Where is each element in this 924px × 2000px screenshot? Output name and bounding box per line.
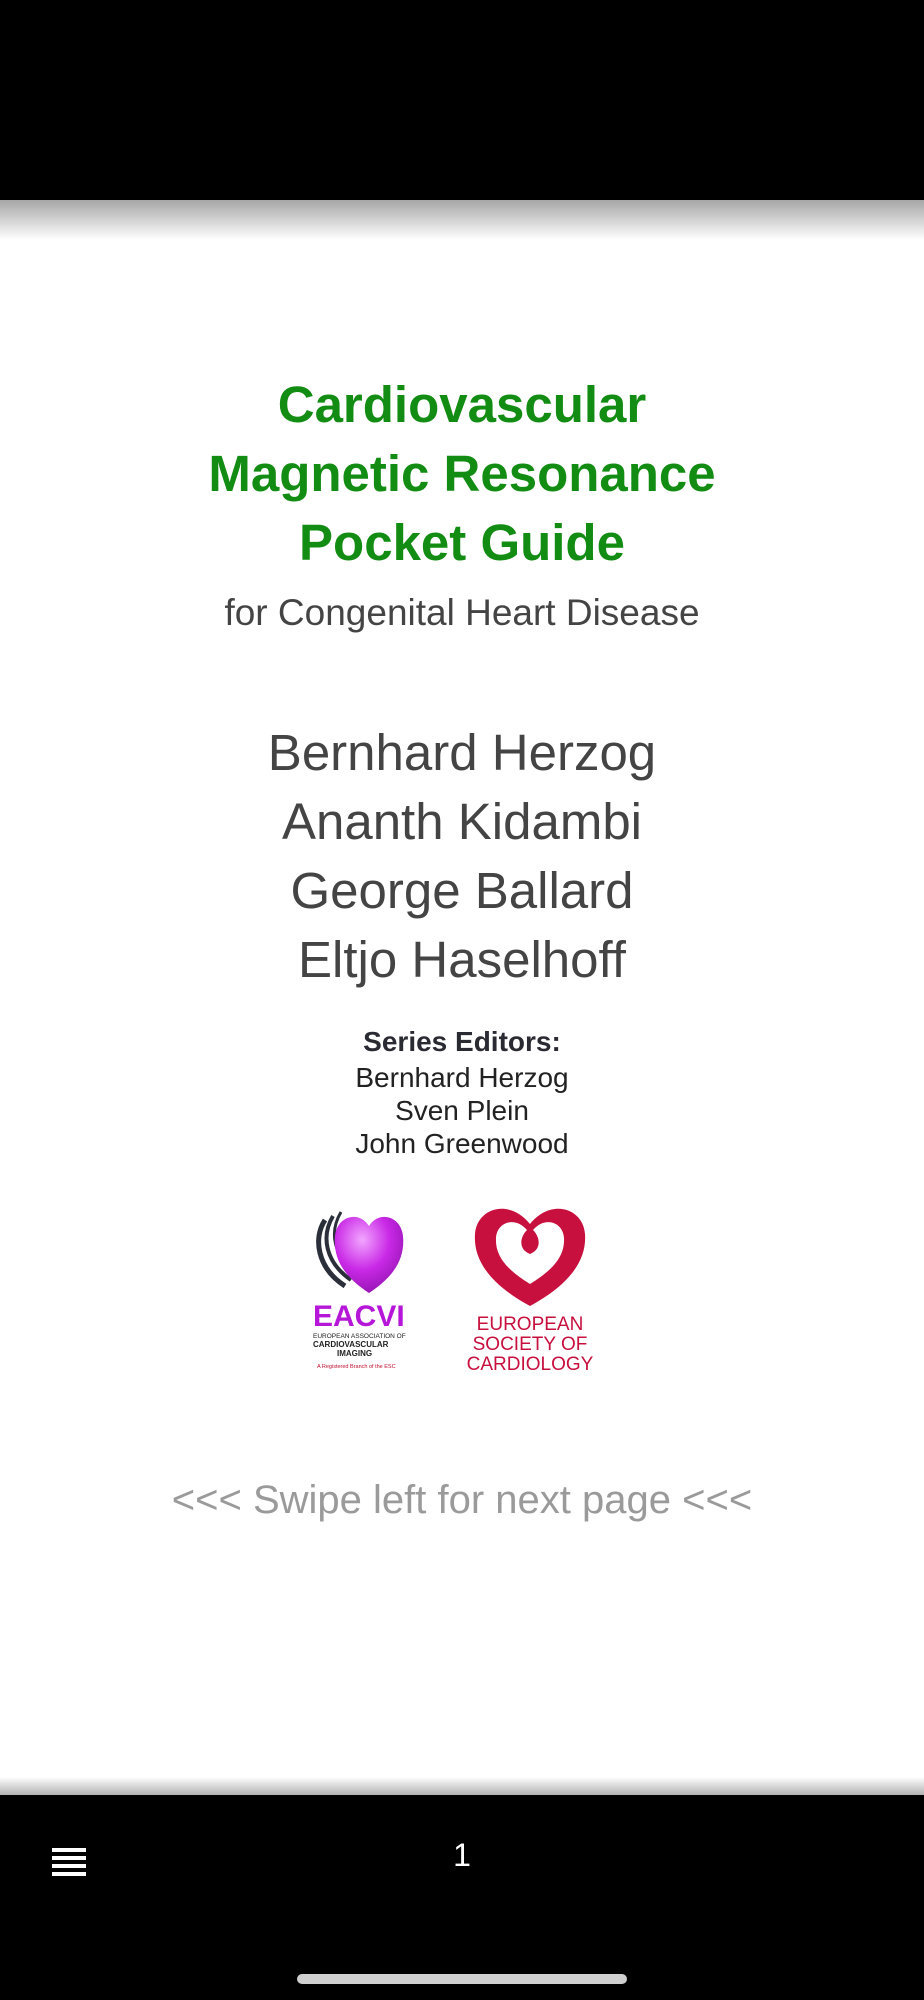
swipe-hint: <<< Swipe left for next page <<< bbox=[171, 1478, 753, 1522]
editor-name: Bernhard Herzog bbox=[355, 1062, 569, 1093]
esc-line3: CARDIOLOGY bbox=[466, 1354, 594, 1373]
book-title bbox=[0, 370, 924, 577]
author-list bbox=[0, 718, 924, 994]
author-name: Eltjo Haselhoff bbox=[298, 931, 626, 988]
series-editors-list bbox=[0, 1061, 924, 1160]
page-number: 1 bbox=[453, 1837, 471, 1873]
series-editors-heading: Series Editors: bbox=[363, 1026, 561, 1057]
title-line: Cardiovascular bbox=[277, 376, 647, 433]
eacvi-line2: CARDIOVASCULAR bbox=[313, 1340, 389, 1349]
page-bottom-shadow bbox=[0, 1777, 924, 1795]
esc-logo bbox=[465, 1198, 595, 1373]
editor-name: John Greenwood bbox=[355, 1128, 569, 1159]
book-subtitle: for Congenital Heart Disease bbox=[224, 592, 700, 633]
eacvi-logo bbox=[305, 1198, 435, 1373]
eacvi-tagline: A Registered Branch of the ESC bbox=[317, 1364, 396, 1370]
book-page[interactable] bbox=[0, 200, 924, 1795]
title-line: Magnetic Resonance bbox=[208, 445, 716, 502]
eacvi-line3: IMAGING bbox=[337, 1349, 373, 1358]
editor-name: Sven Plein bbox=[395, 1095, 529, 1126]
esc-line2: SOCIETY OF bbox=[472, 1334, 588, 1355]
bottom-toolbar bbox=[0, 1795, 924, 2000]
eacvi-wordmark: EACVI bbox=[313, 1300, 405, 1333]
author-name: Bernhard Herzog bbox=[267, 724, 657, 781]
esc-line1: EUROPEAN bbox=[476, 1314, 584, 1335]
eacvi-line1: EUROPEAN ASSOCIATION OF bbox=[313, 1333, 406, 1340]
title-line: Pocket Guide bbox=[299, 514, 625, 571]
author-name: George Ballard bbox=[290, 862, 634, 919]
author-name: Ananth Kidambi bbox=[281, 793, 643, 850]
society-logos bbox=[305, 1198, 625, 1378]
home-indicator[interactable] bbox=[297, 1974, 627, 1984]
page-top-shadow bbox=[0, 200, 924, 240]
